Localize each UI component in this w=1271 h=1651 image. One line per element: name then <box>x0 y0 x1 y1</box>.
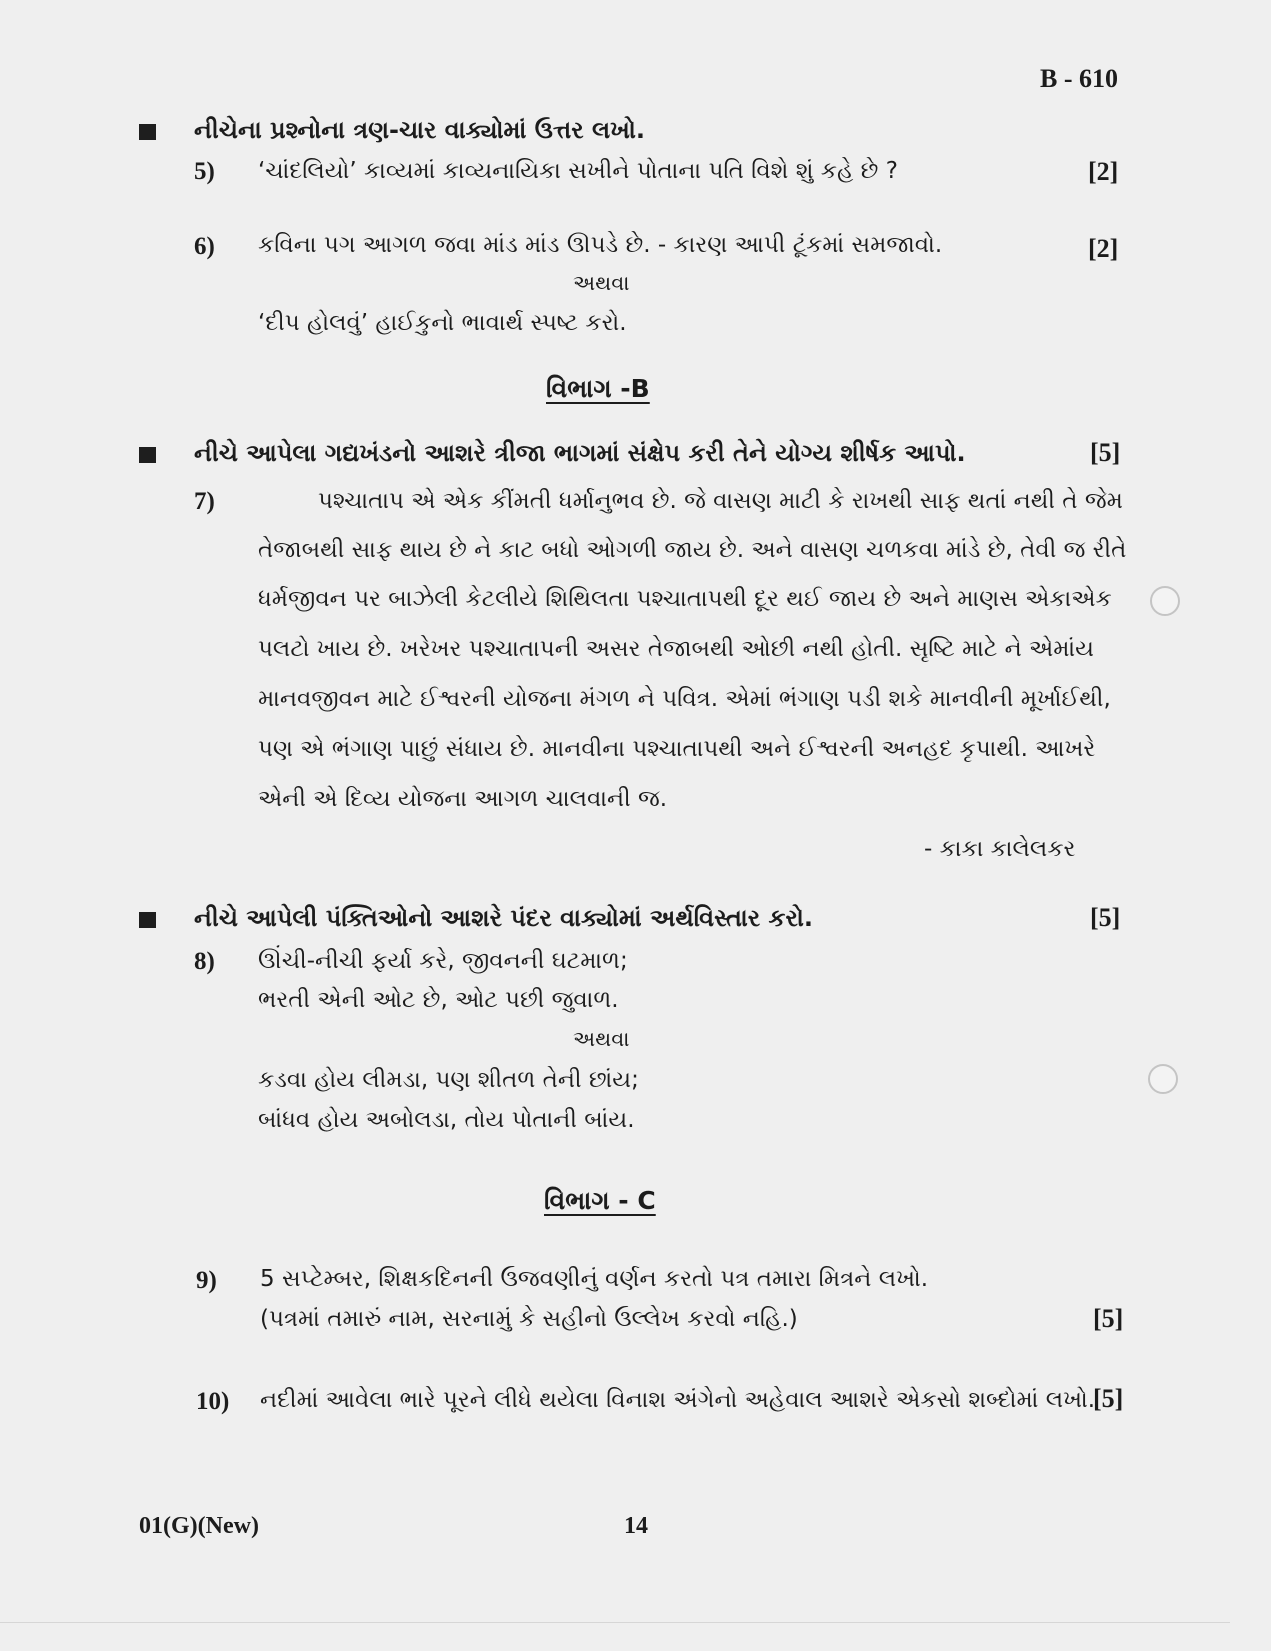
instruction-summary: નીચે આપેલા ગદ્યખંડનો આશરે ત્રીજા ભાગમાં સંક્ષેપ કરી તેને યોગ્ય શીર્ષક આપો. <box>194 439 966 467</box>
poem-line: બાંધવ હોય અબોલડા, તોય પોતાની બાંય. <box>258 1107 635 1133</box>
question-number-10: 10) <box>196 1388 230 1415</box>
passage-line: એની એ દિવ્ય યોજના આગળ ચાલવાની જ. <box>258 786 668 812</box>
section-c-heading: વિભાગ - C <box>544 1186 656 1215</box>
question-5-text: ‘ચાંદલિયો’ કાવ્યમાં કાવ્યનાયિકા સખીને પોતાના પતિ વિશે શું કહે છે ? <box>258 158 898 184</box>
question-number-7: 7) <box>194 488 215 515</box>
page-number: 14 <box>624 1513 648 1539</box>
instruction-expansion: નીચે આપેલી પંક્તિઓનો આશરે પંદર વાક્યોમાં અર્થવિસ્તાર કરો. <box>194 904 814 932</box>
question-10-marks: [5] <box>1093 1384 1124 1413</box>
or-separator: અથવા <box>573 271 630 295</box>
passage-line: માનવજીવન માટે ઈશ્વરની યોજના મંગળ ને પવિત્ર. એમાં ભંગાણ પડી શકે માનવીની મૂર્ખાઈથી, <box>258 686 1111 712</box>
bullet-marker <box>139 447 156 463</box>
question-9-note: (પત્રમાં તમારું નામ, સરનામું કે સહીનો ઉલ્લેખ કરવો નહિ.) <box>260 1306 798 1332</box>
passage-line: ધર્મજીવન પર બાઝેલી કેટલીયે શિથિલતા પશ્ચાતાપથી દૂર થઈ જાય છે અને માણસ એકાએક <box>258 586 1112 612</box>
punch-hole <box>1148 1064 1178 1094</box>
poem-line: ઊંચી-નીચી ફર્યા કરે, જીવનની ઘટમાળ; <box>258 948 628 974</box>
question-5-marks: [2] <box>1088 157 1119 186</box>
expansion-marks: [5] <box>1090 903 1121 932</box>
poem-line: કડવા હોય લીમડા, પણ શીતળ તેની છાંય; <box>258 1067 639 1093</box>
punch-hole <box>1150 586 1180 616</box>
section-b-heading: વિભાગ -B <box>546 374 650 403</box>
question-number-5: 5) <box>194 158 215 185</box>
question-6-alternative: ‘દીપ હોલવું’ હાઈકુનો ભાવાર્થ સ્પષ્ટ કરો. <box>258 310 627 336</box>
bullet-marker <box>139 124 156 140</box>
question-6-marks: [2] <box>1088 234 1119 263</box>
question-6-text: કવિના પગ આગળ જવા માંડ માંડ ઊપડે છે. - કારણ આપી ટૂંકમાં સમજાવો. <box>258 232 943 258</box>
passage-line: પણ એ ભંગાણ પાછું સંધાય છે. માનવીના પશ્ચાતાપથી અને ઈશ્વરની અનહદ કૃપાથી. આખરે <box>258 736 1096 762</box>
footer-code: 01(G)(New) <box>139 1513 259 1539</box>
passage-line: તેજાબથી સાફ થાય છે ને કાટ બધો ઓગળી જાય છે. અને વાસણ ચળકવા માંડે છે, તેવી જ રીતે <box>258 537 1127 563</box>
question-number-6: 6) <box>194 233 215 260</box>
question-9-text: 5 સપ્ટેમ્બર, શિક્ષકદિનની ઉજવણીનું વર્ણન કરતો પત્ર તમારા મિત્રને લખો. <box>260 1266 929 1292</box>
poem-line: ભરતી એની ઓટ છે, ઓટ પછી જુવાળ. <box>258 987 619 1013</box>
question-9-marks: [5] <box>1093 1304 1124 1333</box>
paper-code: B - 610 <box>1040 64 1118 93</box>
question-number-9: 9) <box>196 1267 217 1294</box>
passage-line: પલટો ખાય છે. ખરેખર પશ્ચાતાપની અસર તેજાબથી ઓછી નથી હોતી. સૃષ્ટિ માટે ને એમાંય <box>258 636 1095 662</box>
or-separator: અથવા <box>573 1027 630 1051</box>
summary-marks: [5] <box>1090 438 1121 467</box>
passage-line: પશ્ચાતાપ એ એક કીંમતી ધર્માનુભવ છે. જે વાસણ માટી કે રાખથી સાફ થતાં નથી તે જેમ <box>318 488 1123 514</box>
bullet-marker <box>139 912 156 928</box>
instruction-section-a: નીચેના પ્રશ્નોના ત્રણ-ચાર વાક્યોમાં ઉત્તર લખો. <box>194 116 645 144</box>
question-10-text: નદીમાં આવેલા ભારે પૂરને લીધે થયેલા વિનાશ અંગેનો અહેવાલ આશરે એકસો શબ્દોમાં લખો. <box>260 1387 1096 1413</box>
question-number-8: 8) <box>194 948 215 975</box>
page-edge-line <box>0 1622 1230 1623</box>
passage-author: - કાકા કાલેલકર <box>924 836 1076 862</box>
